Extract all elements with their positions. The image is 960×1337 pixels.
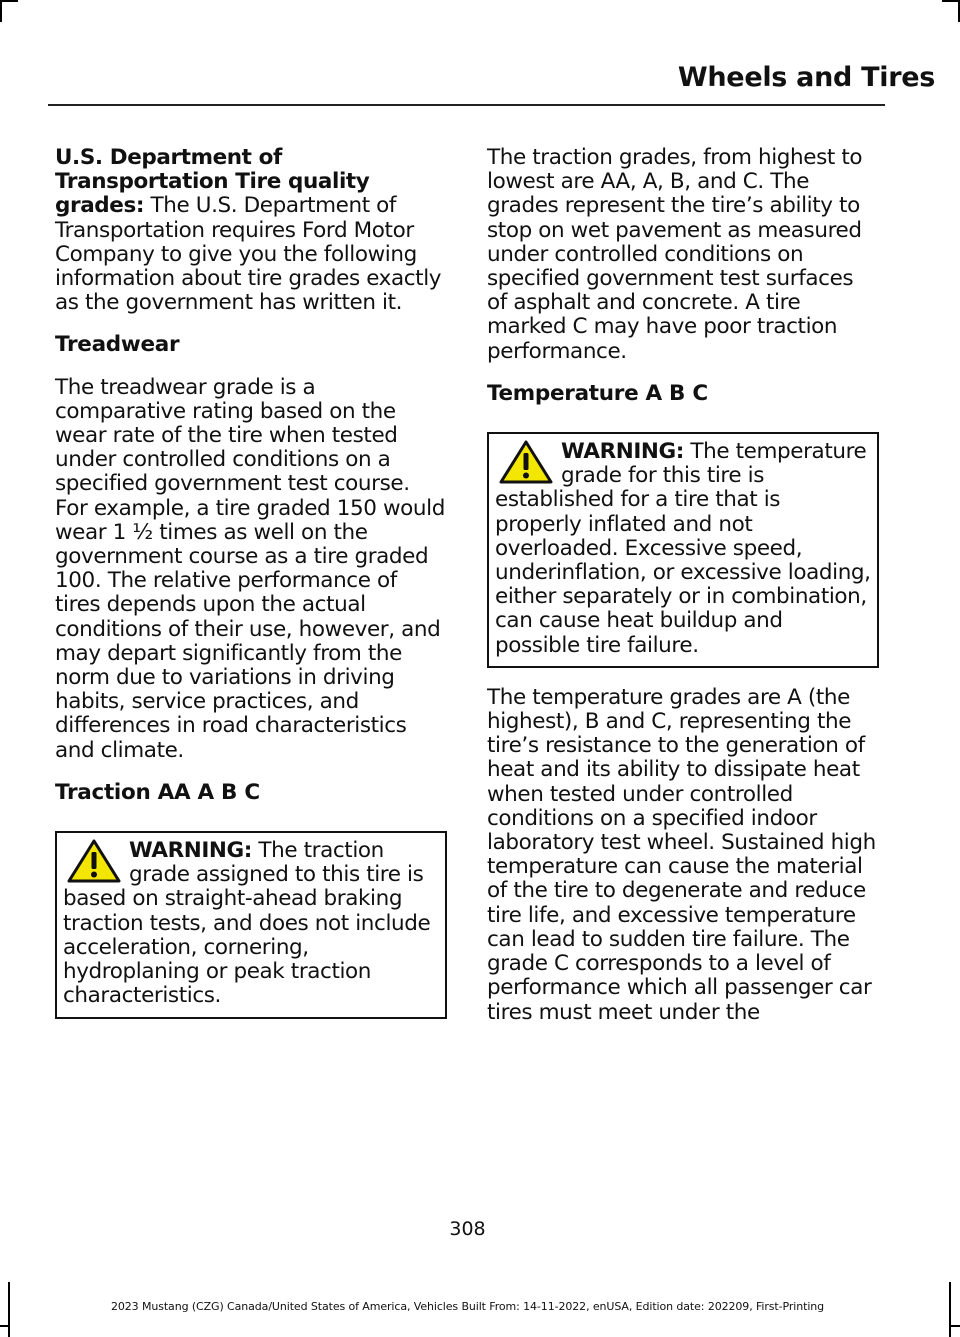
crop-mark-bottom-right-h: [949, 1325, 960, 1327]
traction-warning-label: WARNING:: [129, 838, 252, 864]
crop-mark-top-right-h: [942, 0, 960, 2]
crop-mark-top-left-h: [0, 0, 18, 2]
traction-warning-box: [55, 831, 447, 1018]
warning-triangle-icon: [67, 839, 121, 883]
footer-edition-info: 2023 Mustang (CZG) Canada/United States of America, Vehicles Built From: 14-11-2022, enUSA, Edition date: 202209, First-Printing: [110, 1300, 825, 1313]
treadwear-paragraph: The treadwear grade is a comparative rating based on the wear rate of the tire when tested under controlled conditions on a specified government test course. For example, a tire graded 150 would wear 1 ½ times as well on the government course as a tire graded 100. The relative performance of tires depends upon the actual conditions of their use, however, and may depart significantly from the norm due to variations in driving habits, service practices, and differences in road characteristics and climate.: [55, 374, 445, 763]
temperature-warning-body: The temperature grade for this tire is established for a tire that is properly inflated and not overloaded. Excessive speed, underinflation, or excessive loading, either separately or in combination, can cause heat buildup and possible tire failure.: [495, 439, 871, 658]
intro-body: The U.S. Department of Transportation requires Ford Motor Company to give you the following information about tire grades exactly as the government has written it.: [55, 193, 442, 316]
left-column: [55, 146, 447, 1037]
traction-grades-paragraph: The traction grades, from highest to lowest are AA, A, B, and C. The grades represent the tire’s ability to stop on wet pavement as measured under controlled conditions on specified government test surfaces of asphalt and concrete. A tire marked C may have poor traction performance.: [487, 145, 863, 364]
crop-mark-bottom-right: [949, 1282, 951, 1337]
crop-mark-bottom-left-h: [0, 1325, 10, 1327]
temperature-grades-paragraph: The temperature grades are A (the highest), B and C, representing the tire’s resistance to the generation of heat and its ability to dissipate heat when tested under controlled conditions on a specified indoor laboratory test wheel. Sustained high temperature can cause the material of the tire to degenerate and reduce tire life, and excessive temperature can lead to sudden tire failure. The grade C corresponds to a level of performance which all passenger car tires must meet under the: [487, 684, 876, 1025]
page-number: 308: [449, 1218, 486, 1240]
crop-mark-top-left: [0, 0, 2, 22]
traction-heading: Traction AA A B C: [55, 779, 260, 805]
traction-warning-body: The traction grade assigned to this tire is based on straight-ahead braking traction tests, and does not include acceleration, cornering, hydroplaning or peak traction characteristics.: [63, 838, 431, 1009]
intro-paragraph: [55, 146, 447, 315]
page-title: Wheels and Tires: [677, 62, 935, 93]
temperature-heading: Temperature A B C: [487, 380, 708, 406]
temperature-warning-label: WARNING:: [561, 439, 684, 465]
header-divider: [48, 104, 885, 106]
right-column: [487, 146, 879, 1043]
intro-lead: U.S. Department of Transportation Tire quality grades:: [55, 145, 370, 219]
treadwear-heading: Treadwear: [55, 332, 180, 358]
warning-triangle-icon: [499, 440, 553, 484]
temperature-warning-box: [487, 432, 879, 668]
